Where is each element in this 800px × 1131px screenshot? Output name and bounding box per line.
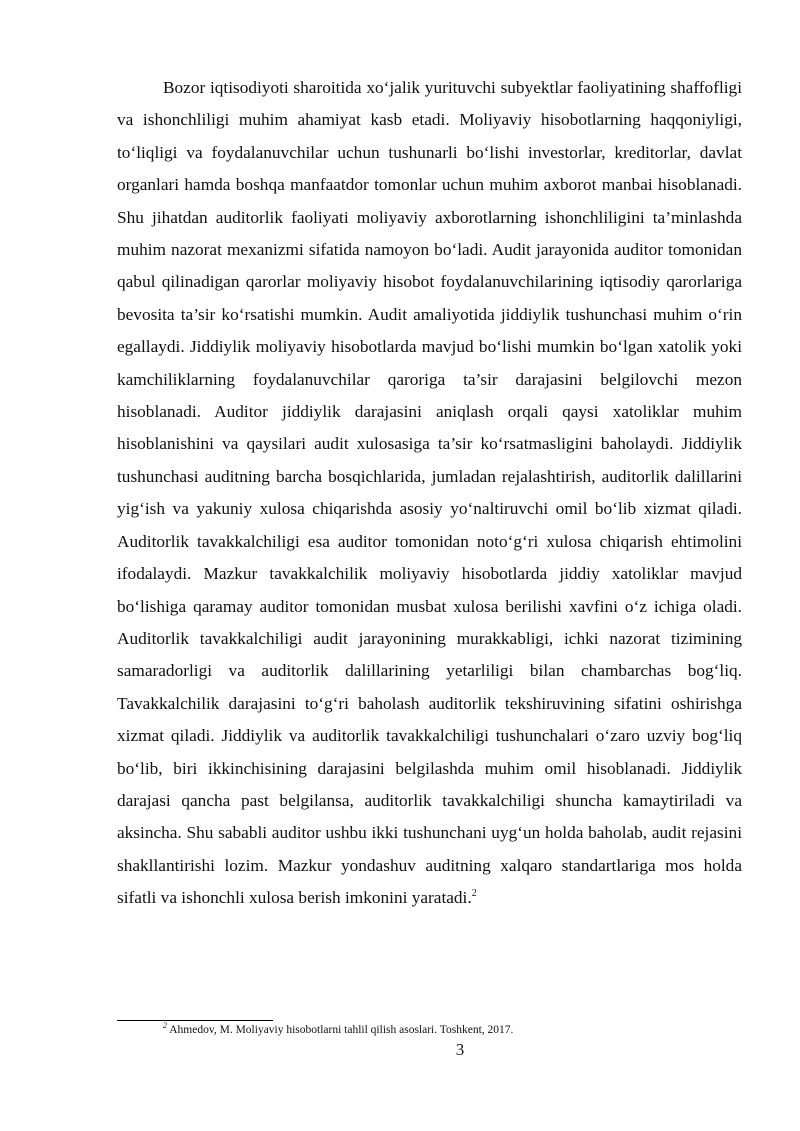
page-number: 3: [455, 1040, 465, 1059]
paragraph-text: Bozor iqtisodiyoti sharoitida xo‘jalik yurituvchi subyektlar faoliyatining shaffofligi va ishonchliligi muhim ahamiyat kasb etadi. Moliyaviy hisobotlarning haqqoniyligi, to‘liqligi va foydalanuvchilar uchun tushunarli bo‘lishi investorlar, kreditorlar, davlat organlari hamda boshqa manfaatdor tomonlar uchun muhim axborot manbai hisoblanadi. Shu jihatdan auditorlik faoliyati moliyaviy axborotlarning ishonchliligini ta’minlashda muhim nazorat mexanizmi sifatida namoyon bo‘ladi. Audit jarayonida auditor tomonidan qabul qilinadigan qarorlar moliyaviy hisobot foydalanuvchilarining iqtisodiy qarorlariga bevosita ta’sir ko‘rsatishi mumkin. Audit amaliyotida jiddiylik tushunchasi muhim o‘rin egallaydi. Jiddiylik moliyaviy hisobotlarda mavjud bo‘lishi mumkin bo‘lgan xatolik yoki kamchiliklarning foydalanuvchilar qaroriga ta’sir darajasini belgilovchi mezon hisoblanadi. Auditor jiddiylik darajasini aniqlash orqali qaysi xatoliklar muhim hisoblanishini va qaysilari audit xulosasiga ta’sir ko‘rsatmasligini baholaydi. Jiddiylik tushunchasi auditning barcha bosqichlarida, jumladan rejalashtirish, auditorlik dalillarini yig‘ish va yakuniy xulosa chiqarishda asosiy yo‘naltiruvchi omil bo‘lib xizmat qiladi. Auditorlik tavakkalchiligi esa auditor tomonidan noto‘g‘ri xulosa chiqarish ehtimolini ifodalaydi. Mazkur tavakkalchilik moliyaviy hisobotlarda jiddiy xatoliklar mavjud bo‘lishiga qaramay auditor tomonidan musbat xulosa berilishi xavfini o‘z ichiga oladi. Auditorlik tavakkalchiligi audit jarayonining murakkabligi, ichki nazorat tizimining samaradorligi va auditorlik dalillarining yetarliligi bilan chambarchas bog‘liq. Tavakkalchilik darajasini to‘g‘ri baholash auditorlik tekshiruvining sifatini oshirishga xizmat qiladi. Jiddiylik va auditorlik tavakkalchiligi tushunchalari o‘zaro uzviy bog‘liq bo‘lib, biri ikkinchisining darajasini belgilashda muhim omil hisoblanadi. Jiddiylik darajasi qancha past belgilansa, auditorlik tavakkalchiligi shuncha kamaytiriladi va aksincha. Shu sababli auditor ushbu ikki tushunchani uyg‘un holda baholab, audit rejasini shakllantirishi lozim. Mazkur yondashuv auditning xalqaro standartlariga mos holda sifatli va ishonchli xulosa berish imkonini yaratadi.: [117, 78, 742, 908]
body-paragraph: [117, 72, 742, 915]
footnote-text: Ahmedov, M. Moliyaviy hisobotlarni tahlil qilish asoslari. Toshkent, 2017.: [167, 1024, 514, 1036]
footnote: [163, 1021, 514, 1036]
footnote-reference[interactable]: 2: [471, 888, 477, 900]
footnote-separator: [117, 1020, 273, 1021]
footnote-number: 2: [163, 1021, 167, 1031]
